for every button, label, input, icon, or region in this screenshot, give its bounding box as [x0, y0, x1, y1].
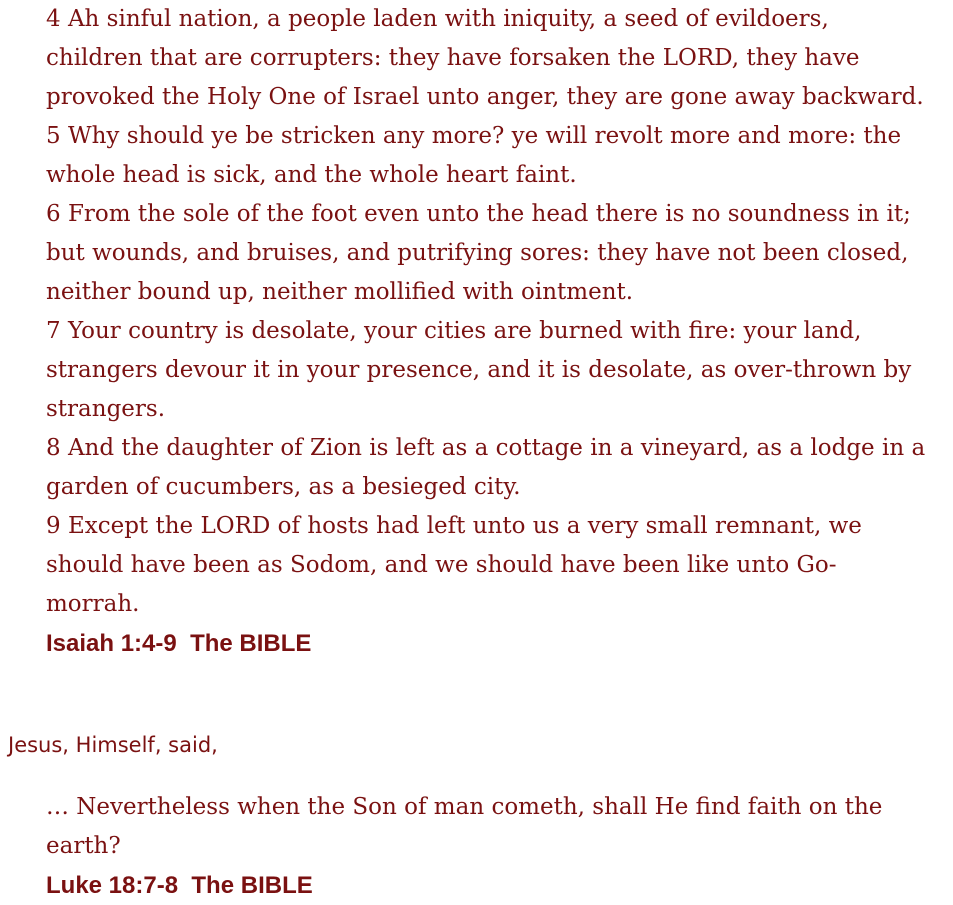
verse-8: 8 And the daughter of Zion is left as a cottage in a vineyard, as a lodge in a garden of cucumbers, as a besieged city.	[46, 435, 926, 500]
verse-7: 7 Your country is desolate, your cities are burned with fire: your land, strangers devour it in your presence, and it is desolate, as over-thrown by strangers.	[46, 318, 912, 422]
luke-verse: … Nevertheless when the Son of man cometh, shall He find faith on the earth?	[46, 794, 883, 859]
luke-reference: Luke 18:7-8 The BIBLE	[46, 872, 313, 899]
isaiah-reference: Isaiah 1:4-9 The BIBLE	[46, 630, 312, 657]
luke-quote	[46, 788, 926, 905]
verse-9: 9 Except the LORD of hosts had left unto us a very small remnant, we should have been as Sodom, and we should have been like unto Go-morrah.	[46, 513, 862, 617]
intro-text: Jesus, Himself, said,	[8, 733, 218, 757]
isaiah-quote	[46, 0, 926, 663]
verse-6: 6 From the sole of the foot even unto the head there is no soundness in it; but wounds, and bruises, and putrifying sores: they have not been closed, neither bound up, neither mollified with ointment.	[46, 201, 911, 305]
verse-5: 5 Why should ye be stricken any more? ye will revolt more and more: the whole head is sick, and the whole heart faint.	[46, 123, 902, 188]
verse-4: 4 Ah sinful nation, a people laden with iniquity, a seed of evildoers, children that are corrupters: they have forsaken the LORD, they have provoked the Holy One of Israel unto anger, they are gone away backward.	[46, 6, 924, 110]
